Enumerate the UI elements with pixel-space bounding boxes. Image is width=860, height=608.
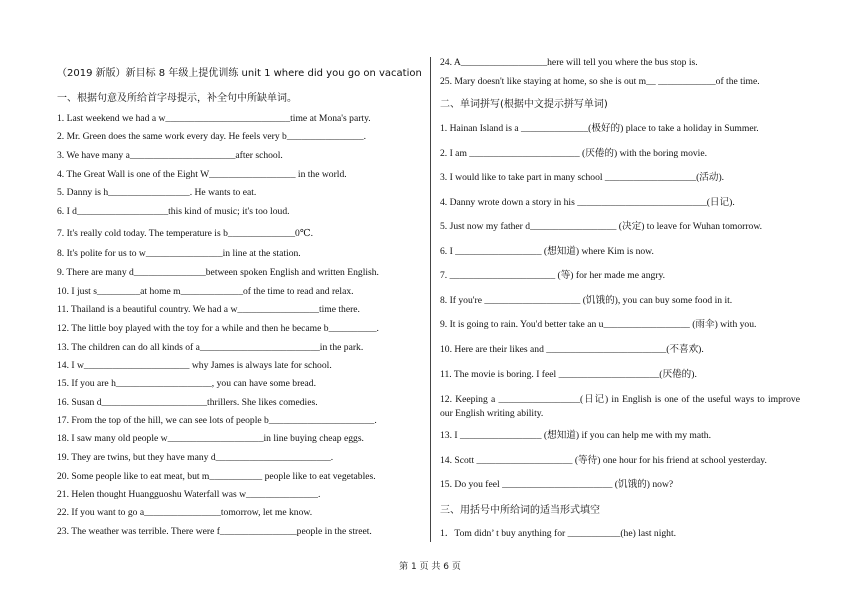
- section2-item-11: 11. The movie is boring. I feel _____________________(厌倦的).: [440, 369, 697, 380]
- right-column: [440, 0, 805, 560]
- worksheet-title: （2019 新版）新目标 8 年级上提优训练 unit 1 where did you go on vacation: [57, 68, 422, 79]
- section1-item-14: 14. I w______________________ why James is always late for school.: [57, 360, 332, 371]
- section2-item-3: 3. I would like to take part in many school ___________________(活动).: [440, 172, 725, 183]
- section2-item-8: 8. If you're ____________________ (饥饿的), you can buy some food in it.: [440, 295, 733, 306]
- section1-item-10: 10. I just s_________at home m_____________of the time to read and relax.: [57, 286, 354, 297]
- section2-item-2: 2. I am _______________________ (厌倦的) with the boring movie.: [440, 148, 707, 159]
- section1-item-19: 19. They are twins, but they have many d________________________.: [57, 452, 334, 463]
- section1-item-20: 20. Some people like to eat meat, but m___________ people like to eat vegetables.: [57, 471, 376, 482]
- section2-item-14: 14. Scott ____________________ (等待) one hour for his friend at school yesterday.: [440, 455, 767, 466]
- section2-item-6: 6. I __________________ (想知道) where Kim is now.: [440, 246, 654, 257]
- left-column: [57, 0, 422, 560]
- section2-item-13: 13. I _________________ (想知道) if you can help me with my math.: [440, 430, 711, 441]
- section1-item-4: 4. The Great Wall is one of the Eight W__________________ in the world.: [57, 169, 347, 180]
- section1-item-5: 5. Danny is h_________________. He wants to eat.: [57, 187, 257, 198]
- section2-item-10: 10. Here are their likes and _________________________(不喜欢).: [440, 344, 704, 355]
- section1-item-9: 9. There are many d_______________between spoken English and written English.: [57, 267, 379, 278]
- section1-item-3: 3. We have many a______________________after school.: [57, 150, 283, 161]
- question-25: 25. Mary doesn't like staying at home, so she is out m__ ____________of the time.: [440, 76, 760, 87]
- section1-item-21: 21. Helen thought Huangguoshu Waterfall was w_______________.: [57, 489, 321, 500]
- section2-item-5: 5. Just now my father d__________________ (决定) to leave for Wuhan tomorrow.: [440, 221, 763, 232]
- section3-heading: 三、用括号中所给词的适当形式填空: [440, 505, 600, 516]
- section2-heading: 二、单词拼写(根据中文提示拼写单词): [440, 99, 608, 110]
- section1-item-22: 22. If you want to go a________________tomorrow, let me know.: [57, 507, 313, 518]
- section1-item-6: 6. I d___________________this kind of music; it's too loud.: [57, 206, 290, 217]
- section3-item-1: 1．Tom didn’ t buy anything for ___________(he) last night.: [440, 528, 677, 539]
- section1-item-15: 15. If you are h____________________, you can have some bread.: [57, 378, 316, 389]
- section1-item-1: 1. Last weekend we had a w__________________________time at Mona's party.: [57, 113, 371, 124]
- section1-item-13: 13. The children can do all kinds of a_________________________in the park.: [57, 342, 364, 353]
- section2-item-7: 7. ______________________ (等) for her made me angry.: [440, 270, 666, 281]
- section1-item-23: 23. The weather was terrible. There were f________________people in the street.: [57, 526, 372, 537]
- section2-item-1: 1. Hainan Island is a ______________(极好的) place to take a holiday in Summer.: [440, 123, 759, 134]
- section1-item-17: 17. From the top of the hill, we can see lots of people b______________________.: [57, 415, 377, 426]
- section2-item-15: 15. Do you feel _______________________ (饥饿的) now?: [440, 479, 674, 490]
- section1-item-16: 16. Susan d______________________thrillers. She likes comedies.: [57, 397, 318, 408]
- section1-item-18: 18. I saw many old people w____________________in line buying cheap eggs.: [57, 433, 364, 444]
- section2-item-4: 4. Danny wrote down a story in his ___________________________(日记).: [440, 197, 735, 208]
- page-footer: 第 1 页 共 6 页: [399, 562, 461, 572]
- section1-heading: 一、根据句意及所给首字母提示，补全句中所缺单词。: [57, 93, 297, 104]
- section2-item-9: 9. It is going to rain. You'd better take an u__________________ (雨伞) with you.: [440, 319, 757, 330]
- question-24: 24. A__________________here will tell you where the bus stop is.: [440, 57, 698, 68]
- section1-item-11: 11. Thailand is a beautiful country. We had a w_________________time there.: [57, 304, 360, 315]
- section1-item-8: 8. It's polite for us to w________________in line at the station.: [57, 248, 301, 259]
- section1-item-12: 12. The little boy played with the toy for a while and then he became b__________.: [57, 323, 379, 334]
- section1-item-7: 7. It's really cold today. The temperature is b______________0℃.: [57, 228, 313, 239]
- column-divider: [430, 57, 431, 542]
- section1-item-2: 2. Mr. Green does the same work every day. He feels very b________________.: [57, 131, 366, 142]
- section2-item-12: 12. Keeping a _________________(日记) in English is one of the useful ways to improve our English writing ability.: [440, 394, 800, 419]
